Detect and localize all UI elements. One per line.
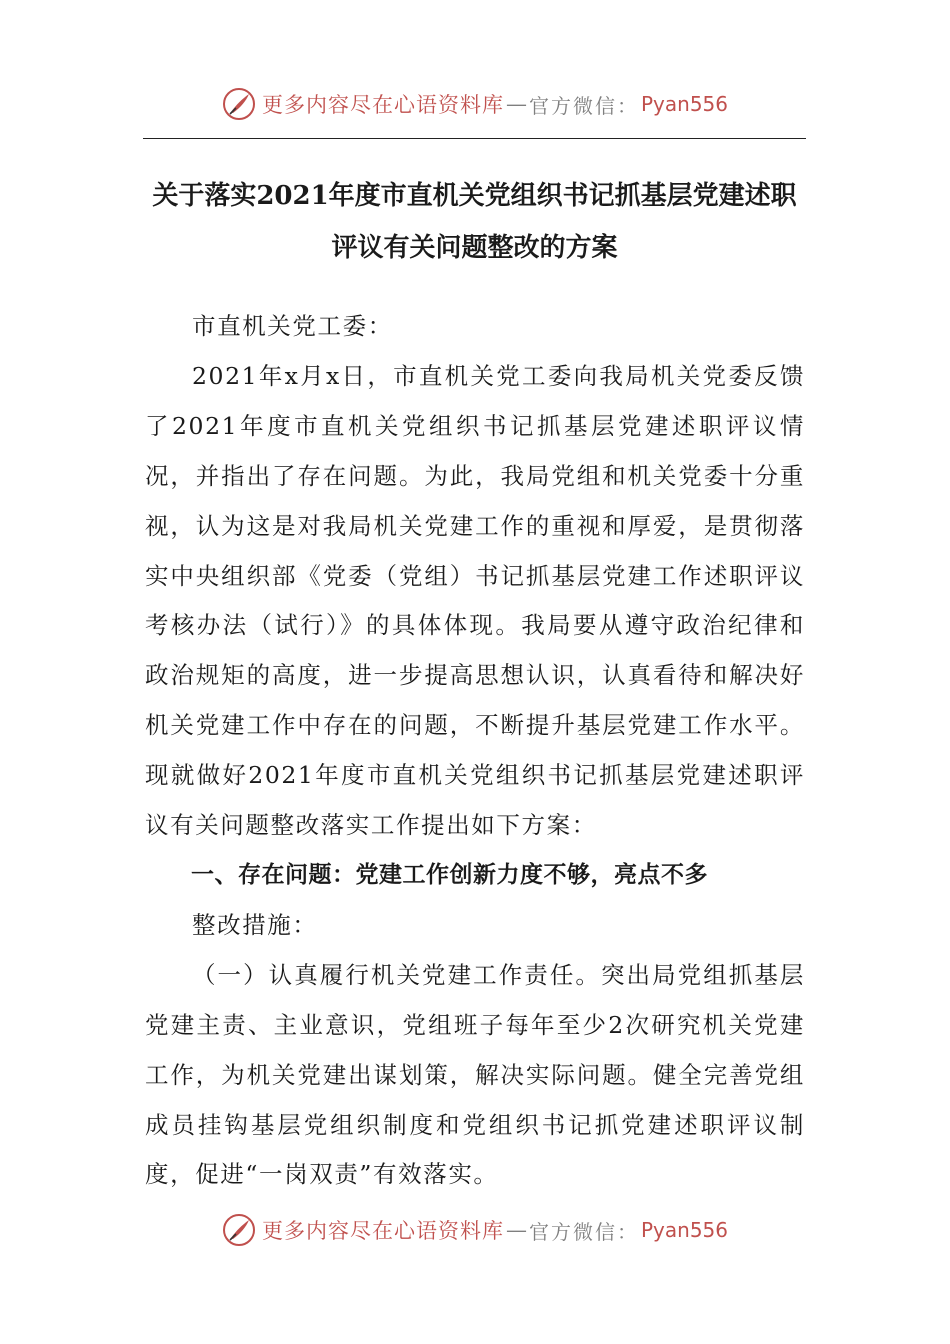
footer-watermark	[0, 1210, 950, 1250]
quill-logo-icon	[222, 87, 256, 121]
section-heading: 一、存在问题：党建工作创新力度不够，亮点不多	[191, 861, 708, 888]
quill-logo-icon	[222, 1213, 256, 1247]
watermark-site: 更多内容尽在心语资料库	[261, 93, 504, 117]
header-watermark	[0, 84, 950, 124]
measure-paragraph: （一）认真履行机关党建工作责任。突出局党组抓基层党建主责、主业意识，党组班子每年至少2次研究机关党建工作，为机关党建出谋划策，解决实际问题。健全完善党组成员挂钩基层党组织制度和党组织书记抓党建述职评议制度，促进“一岗双责”有效落实。	[145, 960, 805, 1189]
watermark-site: 更多内容尽在心语资料库	[261, 1219, 504, 1243]
intro-paragraph: 2021年x月x日，市直机关党工委向我局机关党委反馈了2021年度市直机关党组织书记抓基层党建述职评议情况，并指出了存在问题。为此，我局党组和机关党委十分重视，认为这是对我局机关党建工作的重视和厚爱，是贯彻落实中央组织部《党委（党组）书记抓基层党建工作述职评议考核办法（试行）》的具体体现。我局要从遵守政治纪律和政治规矩的高度，进一步提高思想认识，认真看待和解决好机关党建工作中存在的问题，不断提升基层党建工作水平。现就做好2021年度市直机关党组织书记抓基层党建述职评议有关问题整改落实工作提出如下方案：	[145, 361, 805, 840]
salutation: 市直机关党工委：	[192, 312, 393, 340]
watermark-wechat-id: Pyan556	[640, 92, 728, 116]
watermark-separator: —	[505, 92, 527, 116]
document-title: 关于落实2021年度市直机关党组织书记抓基层党建述职评议有关问题整改的方案	[152, 181, 797, 263]
header-divider	[143, 138, 806, 139]
watermark-wechat-id: Pyan556	[640, 1218, 728, 1242]
document-body	[145, 302, 805, 1200]
watermark-separator: —	[505, 1218, 527, 1242]
watermark-wechat-label: 官方微信：	[528, 1219, 639, 1244]
measures-label: 整改措施：	[192, 910, 318, 939]
watermark-wechat-label: 官方微信：	[528, 93, 639, 118]
